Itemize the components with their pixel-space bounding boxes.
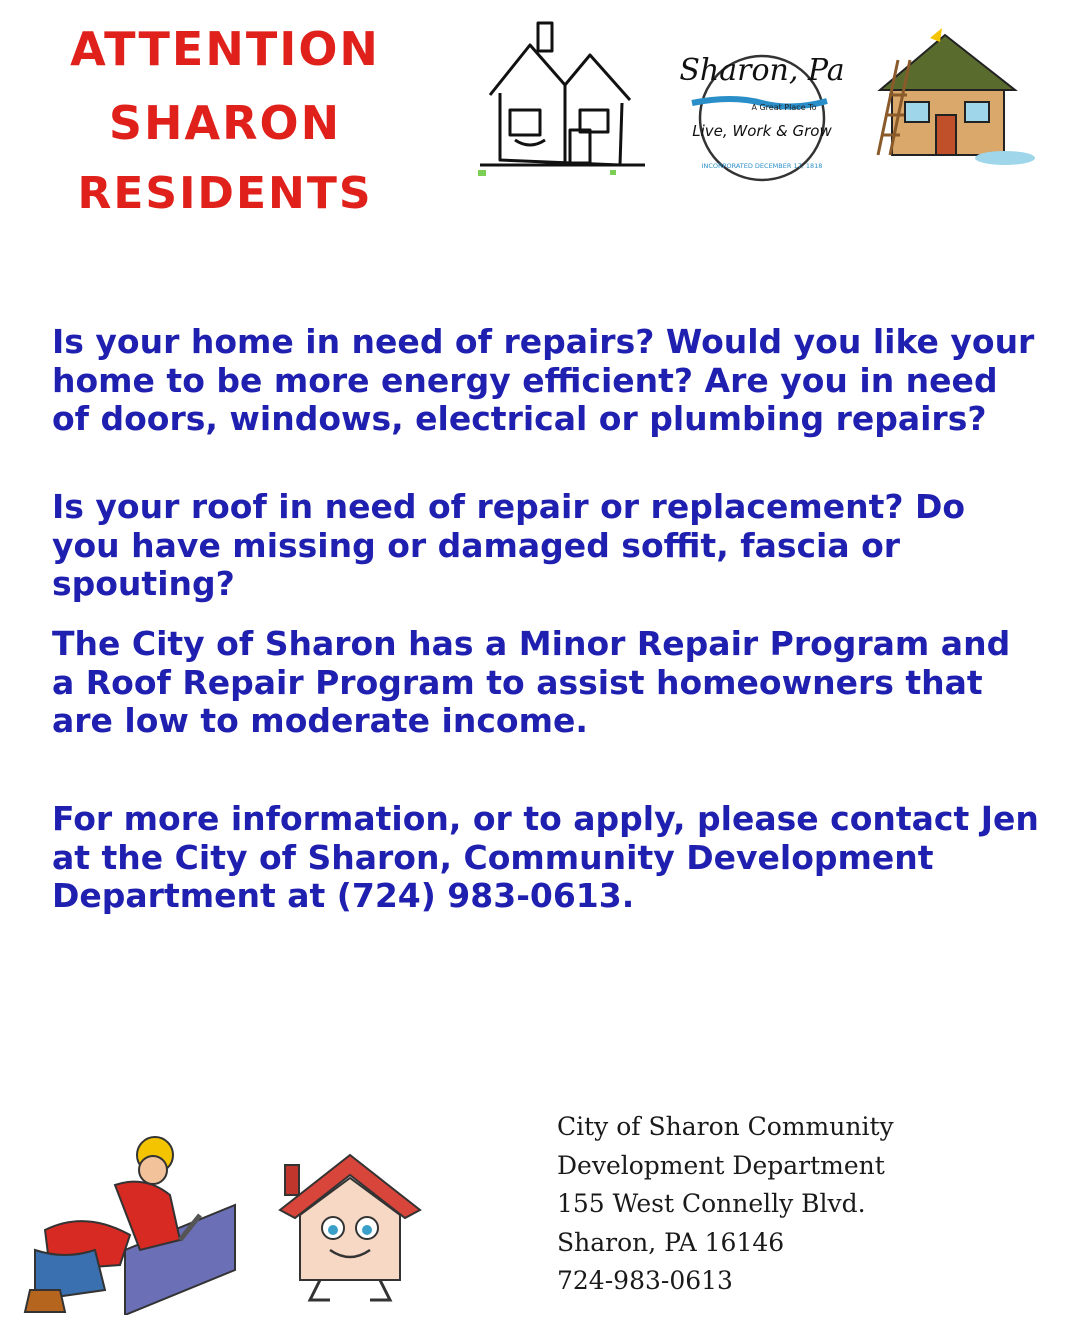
paragraph-contact: For more information, or to apply, please contact Jen at the City of Sharon, Community Development Department at (724) 983-0613. [52,799,1039,915]
logo-ring-text: INCORPORATED DECEMBER 17, 1818 [701,162,823,170]
roofer-worker-icon [15,1130,240,1315]
heading-sharon: SHARON [108,96,342,150]
address-line-4: Sharon, PA 16146 [557,1227,785,1257]
heading-residents: RESIDENTS [77,168,373,219]
address-phone: 724-983-0613 [557,1266,733,1295]
happy-house-icon [275,1150,455,1310]
address-block [557,1108,894,1301]
address-line-2: Development Department [557,1150,885,1180]
address-line-3: 155 West Connelly Blvd. [557,1189,866,1218]
paragraph-program: The City of Sharon has a Minor Repair Program and a Roof Repair Program to assist homeowners that are low to moderate income. [52,624,1011,740]
logo-tagline-main: Live, Work & Grow [692,122,832,140]
logo-tagline-small: A Great Place To [751,103,817,112]
sharon-pa-logo-icon [672,18,852,183]
leaky-house-icon [870,20,1040,170]
broken-house-icon [470,15,655,180]
paragraph-repairs: Is your home in need of repairs? Would you like your home to be more energy efficient? Are you in need of doors, windows, electrical or plumbing repairs? [52,322,1035,438]
address-line-1: City of Sharon Community [557,1112,894,1141]
logo-script-name: Sharon, Pa [679,53,845,88]
paragraph-roof: Is your roof in need of repair or replacement? Do you have missing or damaged soffit, fascia or spouting? [52,487,966,603]
heading-attention: ATTENTION [70,22,380,76]
